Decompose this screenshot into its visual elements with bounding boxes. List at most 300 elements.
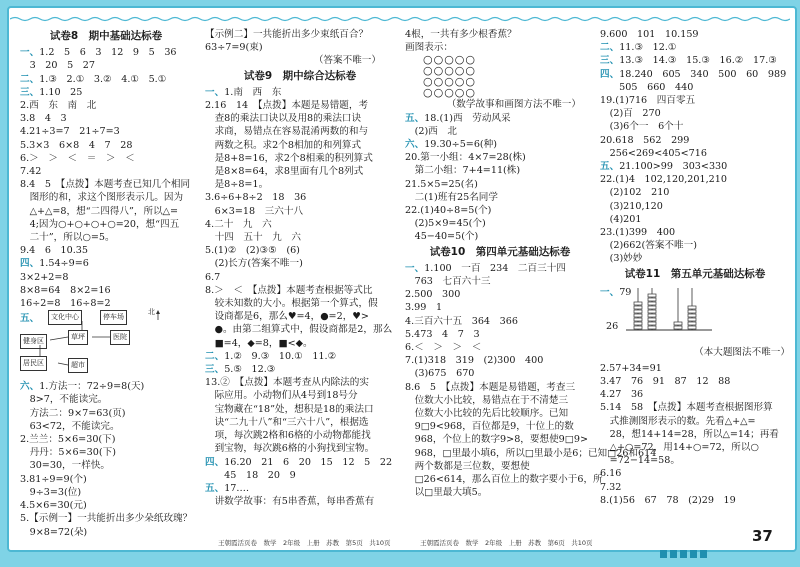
- answer-line: [600, 120, 790, 133]
- answer-text: 6.＜ ＞ ＞ ＜: [405, 342, 482, 354]
- answer-text: 求商，易错点在容易混淆两数的和与: [205, 126, 369, 138]
- answer-line: [20, 231, 192, 244]
- answer-text: 968，个位上的数字9>8，要想使9□9>: [405, 434, 588, 446]
- answer-line: [405, 204, 595, 217]
- answer-line: [20, 446, 192, 459]
- answer-line: [600, 454, 790, 467]
- answer-text: (2)102 210: [600, 187, 670, 199]
- answer-line: [405, 151, 595, 164]
- answer-text: 5.【示例一】一共能折出多少朵纸玫瑰？: [20, 513, 193, 525]
- answer-text: (3)210,120: [600, 200, 663, 212]
- answer-line: [20, 46, 192, 59]
- answer-line: [20, 459, 192, 472]
- answer-line: [405, 301, 595, 314]
- answer-line: [20, 99, 192, 112]
- answer-line: [600, 239, 790, 252]
- answer-line: [20, 152, 192, 165]
- answer-text: 3×2+2=8: [20, 271, 69, 283]
- answer-text: 6.7: [205, 271, 221, 283]
- answer-text: 宝物藏在“18”处，想积是18的乘法口: [205, 403, 374, 415]
- answer-text: 4根，一共有多少根香蕉？: [405, 29, 517, 40]
- page-number: 37: [752, 527, 773, 545]
- answer-line: [600, 200, 790, 213]
- answer-line: [600, 401, 790, 414]
- answer-list: [20, 46, 192, 310]
- answer-text: 13.② 【点拨】本题考查从内除法的实: [205, 377, 369, 389]
- answer-text: 63÷7=9(束): [205, 42, 263, 54]
- answer-line: [600, 467, 790, 480]
- answer-text: 4;因为○+○+○+○=20，想“四五: [20, 218, 180, 230]
- answer-line: [600, 81, 790, 94]
- answer-text: 位数大小比较，易错点在于不清楚三: [405, 394, 569, 406]
- answer-line: [405, 328, 595, 341]
- column-1: [20, 28, 192, 539]
- answer-line: [405, 138, 595, 151]
- diagram-box-residential: 居民区: [20, 356, 47, 371]
- answer-text: 【示例二】一共能折出多少束纸百合？: [205, 29, 369, 40]
- answer-text: (3)6个一 6个十: [600, 121, 684, 133]
- answer-line: [20, 297, 192, 310]
- answer-line: [205, 244, 395, 257]
- answer-text: 63<72，不能读完。: [20, 420, 120, 432]
- answer-line: [600, 388, 790, 401]
- answer-text: (4)201: [600, 213, 642, 225]
- answer-line: [600, 68, 790, 81]
- answer-text: 9÷3=3(位): [20, 486, 82, 498]
- answer-text: 4.21÷3=7 21÷7=3: [20, 126, 120, 138]
- answer-text: ●。由第二组算式中，假设商都是2，那么: [205, 324, 393, 336]
- section-number: 五、: [205, 482, 225, 494]
- answer-line: [600, 213, 790, 226]
- answer-line: [205, 257, 395, 270]
- answer-text: (2)5×9=45(个): [405, 218, 486, 230]
- answer-line: [405, 217, 595, 230]
- answer-text: 式推测图形表示的数。先看△+△=: [600, 415, 756, 427]
- answer-text: 763 七百六十三: [405, 276, 491, 288]
- answer-list-top: [405, 28, 595, 54]
- answer-line: [405, 262, 595, 275]
- answer-text: 方法二：9×7=63(页): [20, 407, 126, 419]
- answer-text: 5.(1)② (2)③⑤ (6): [205, 245, 300, 257]
- section-number: 三、: [205, 364, 225, 376]
- answer-line: [205, 389, 395, 402]
- section-number: 四、: [600, 68, 620, 80]
- answer-line: [20, 473, 192, 486]
- answer-line: [205, 442, 395, 455]
- answer-text: 第二小组：7+4=11(株): [405, 165, 521, 177]
- answer-text: (2)长方(答案不唯一): [205, 258, 303, 270]
- answer-text: 17.…: [224, 482, 250, 494]
- answer-text: 256<269<405<716: [600, 147, 707, 159]
- answer-line: [405, 354, 595, 367]
- answer-line: [600, 134, 790, 147]
- answer-line: [405, 315, 595, 328]
- answer-line: [405, 367, 595, 380]
- answer-text: 5.3×3 6×8 4 7 28: [20, 139, 133, 151]
- answer-line: [20, 112, 192, 125]
- answer-line: [600, 107, 790, 120]
- answer-text: 3 20 5 27: [20, 60, 95, 72]
- diagram-lines: [20, 310, 180, 380]
- answer-text: 505 660 440: [600, 81, 694, 93]
- answer-line: [205, 495, 395, 508]
- answer-text: 20.618 562 299: [600, 134, 690, 146]
- answer-line: [205, 271, 395, 284]
- answer-line: [205, 337, 395, 350]
- answer-line: [205, 416, 395, 429]
- answer-line: [405, 341, 595, 354]
- answer-line: [20, 73, 192, 86]
- diagram-box-hospital: 医院: [110, 330, 130, 345]
- answer-text: 3.6÷6+8÷2 18 36: [205, 192, 307, 204]
- answer-line: [20, 139, 192, 152]
- answer-text: 7.32: [600, 481, 622, 493]
- answer-text: 13.③ 14.③ 15.③ 16.② 17.③: [619, 55, 777, 67]
- answer-line: [405, 394, 595, 407]
- answer-text: 2.16 14 【点拨】本题是易错题，考: [205, 100, 369, 112]
- answer-line: [600, 428, 790, 441]
- answer-text: 图形的和，求这个图形表示几。因为: [20, 192, 184, 204]
- north-label: 北: [148, 308, 155, 317]
- answer-line: [205, 41, 395, 54]
- answer-text: 1.③ 2.① 3.② 4.① 5.①: [39, 73, 167, 85]
- answer-text: 1.54÷9=6: [39, 258, 89, 270]
- answer-line: [405, 447, 657, 460]
- answer-line: [205, 469, 395, 482]
- circle-row: ○○○○○: [423, 53, 476, 67]
- answer-line: [600, 481, 790, 494]
- section-number: 一、: [405, 262, 425, 274]
- answer-text: 968，□里最小填6，所以□里最小是6；已知□26和614: [405, 447, 657, 459]
- answer-text: 45 18 20 9: [205, 469, 296, 481]
- answer-line: [20, 86, 192, 99]
- circle-row: ○○○○○: [423, 75, 476, 89]
- answer-text: 2.500 300: [405, 289, 461, 301]
- answer-line: [600, 362, 790, 375]
- answer-text: 较未知数的大小。根据第一个算式，假: [205, 298, 378, 310]
- route-diagram: [20, 310, 192, 380]
- answer-line: [205, 191, 395, 204]
- answer-line: [205, 152, 395, 165]
- footer-page-6: 王朝霞活页卷 数学 2年级 上册 苏教 第6页 共10页: [420, 539, 593, 547]
- answer-line: [20, 380, 192, 393]
- answer-text: 3.47 76 91 87 12 88: [600, 376, 731, 388]
- answer-line: [205, 284, 395, 297]
- top-wave-border: [10, 16, 790, 22]
- answer-line: [20, 486, 192, 499]
- answer-text: 是8×8=64，求8里面有几个8列式: [205, 166, 364, 178]
- section-number: 三、: [600, 55, 620, 67]
- answer-text: 8×8=64 8×2=16: [20, 284, 111, 296]
- answer-line: [205, 429, 395, 442]
- answer-text: (3)675 670: [405, 368, 475, 380]
- answer-text: 5.⑤ 12.③: [224, 364, 276, 376]
- answer-text: (2)百 270: [600, 108, 661, 120]
- answer-line: [405, 486, 595, 499]
- answer-line: [600, 28, 790, 41]
- section-number: 一、: [20, 47, 40, 59]
- answer-line: [405, 460, 595, 473]
- answer-list-mid: [405, 98, 595, 243]
- section-number: 三、: [20, 86, 40, 98]
- answer-list: [205, 86, 395, 509]
- answer-line: [20, 257, 192, 270]
- answer-text: 5.14 58 【点拨】本题考查根据图形算: [600, 402, 773, 414]
- abacus-label-1: 一、79: [600, 286, 632, 298]
- answer-text: 3.8 4 3: [20, 113, 67, 125]
- answer-text: 30=30，一样快。: [20, 460, 111, 472]
- answer-line: [405, 191, 595, 204]
- answer-line: [20, 512, 192, 525]
- answer-line: [600, 160, 790, 173]
- answer-line: [205, 99, 395, 112]
- answer-line: [600, 375, 790, 388]
- answer-line: [20, 205, 192, 218]
- answer-line: [405, 178, 595, 191]
- answer-line: [405, 164, 595, 177]
- answer-line: [20, 499, 192, 512]
- answer-line: [405, 275, 595, 288]
- answer-text: 6.16: [600, 468, 622, 480]
- answer-line: [205, 205, 395, 218]
- answer-text: 3.99 1: [405, 302, 443, 314]
- answer-text: 9.4 6 10.35: [20, 245, 89, 257]
- answer-text: 28，想14+14=28，所以△=14；再看: [600, 428, 779, 440]
- answer-text: 8.(1)56 67 78 (2)29 19: [600, 494, 736, 506]
- answer-line: [205, 403, 395, 416]
- answer-text: 5.473 4 7 3: [405, 328, 480, 340]
- answer-text: 18.240 605 340 500 60 989: [619, 68, 787, 80]
- answer-text: 4.三百六十五 364 366: [405, 315, 518, 327]
- answer-text: 1.100 一百 234 二百三十四: [424, 262, 566, 274]
- answer-text: 9□9<968，百位都是9，十位上的数: [405, 421, 574, 433]
- answer-text: 16÷2=8 16÷8=2: [20, 298, 111, 310]
- answer-text: △+○=72，用14+○=72，所以○: [600, 442, 759, 454]
- answer-text: 诀“二九十八”和“三六十八”，根据选: [205, 416, 369, 428]
- answer-text: 4.5×6=30(元): [20, 500, 87, 512]
- circle-row: ○○○○○: [423, 64, 476, 78]
- answer-line: [205, 456, 395, 469]
- answer-text: 9×8=72(朵): [20, 526, 88, 538]
- answer-text: (2)662(答案不唯一): [600, 240, 697, 252]
- answer-text: 6×3=18 三六十八: [205, 205, 304, 217]
- section-number: 二、: [20, 73, 40, 85]
- answer-text: 2.兰兰：5×6=30(下): [20, 434, 116, 446]
- section-label: 五、: [20, 313, 40, 325]
- section-number: 四、: [205, 456, 225, 468]
- footer-color-bars: [660, 543, 710, 551]
- answer-text: 7.(1)318 319 (2)300 400: [405, 355, 544, 367]
- answer-line: [405, 288, 595, 301]
- answer-text: 两个数都是三位数，要想使: [405, 460, 530, 472]
- answer-text: 18.(1)西 劳动风采: [424, 112, 511, 124]
- answer-line: [205, 350, 395, 363]
- answer-text: 查8的乘法口诀以及用8的乘法口诀: [205, 113, 362, 125]
- answer-line: [20, 59, 192, 72]
- abacus-note: （本大题图法不唯一）: [694, 346, 790, 358]
- answer-text: 21.100>99 303<330: [619, 161, 728, 173]
- answer-list-top: [205, 28, 395, 68]
- section-number: 五、: [600, 161, 620, 173]
- answer-line: [600, 186, 790, 199]
- abacus-label-2: 26: [606, 320, 619, 332]
- answer-line: [205, 28, 395, 41]
- column-2: [205, 28, 395, 508]
- answer-line: [20, 526, 192, 539]
- answer-text: 23.(1)399 400: [600, 227, 676, 239]
- answer-line: [205, 310, 395, 323]
- answer-text: 19.(1)716 四百零五: [600, 95, 696, 107]
- answer-text: （数学故事和画图方法不唯一）: [446, 99, 581, 111]
- answer-text: 4.27 36: [600, 389, 644, 401]
- section-number: 五、: [405, 112, 425, 124]
- answer-list-2: [20, 380, 192, 538]
- diagram-box-fitness: 健身区: [20, 334, 47, 349]
- exam-title-9: 试卷9 期中综合达标卷: [243, 69, 357, 82]
- answer-line: [405, 112, 595, 125]
- answer-list-top: [600, 28, 790, 266]
- answer-text: 到宝物，每次跳6格的小狗找到宝物。: [205, 443, 375, 455]
- answer-text: 1.南 西 东: [224, 86, 282, 98]
- section-number: 四、: [20, 258, 40, 270]
- answer-line: [405, 28, 595, 41]
- answer-line: [405, 125, 595, 138]
- section-number: 二、: [600, 42, 620, 54]
- answer-text: 45−40=5(个): [405, 231, 479, 243]
- section-number: 一、: [205, 86, 225, 98]
- answer-line: [405, 98, 595, 111]
- footer-page-5: 王朝霞活页卷 数学 2年级 上册 苏教 第5页 共10页: [218, 539, 391, 547]
- answer-text: △+△=8，想“二四得八”，所以△=: [20, 205, 179, 217]
- answer-line: [205, 86, 395, 99]
- answer-line: [20, 191, 192, 204]
- answer-text: 21.5×5=25(名): [405, 178, 478, 190]
- answer-text: 画图表示：: [405, 42, 453, 54]
- abacus-drawing: [626, 284, 716, 342]
- answer-text: ■=4，◆=8，■<◆。: [205, 337, 313, 349]
- answer-text: 8.＞ ＜ 【点拨】本题考查根据等式比: [205, 284, 373, 296]
- section-number: 六、: [405, 139, 425, 151]
- answer-text: 2.57+34=91: [600, 362, 662, 374]
- answer-line: [20, 420, 192, 433]
- answer-line: [600, 226, 790, 239]
- abacus-section: [600, 284, 790, 362]
- diagram-box-parking: 停车场: [100, 310, 127, 325]
- answer-line: [205, 482, 395, 495]
- diagram-box-supermarket: 超市: [68, 358, 88, 373]
- answer-text: 8.4 5 【点拨】本题考查已知几个相同: [20, 179, 191, 191]
- answer-text: 3.81÷9=9(个): [20, 473, 87, 485]
- answer-line: [20, 165, 192, 178]
- answer-list: [600, 362, 790, 507]
- answer-line: [20, 433, 192, 446]
- answer-text: 是8+8=16，求2个8相乘的积列算式: [205, 152, 373, 164]
- answer-text: 两数之积。求2个8相加的和列算式: [205, 139, 362, 151]
- exam-title-10: 试卷10 第四单元基础达标卷: [429, 245, 571, 258]
- answer-text: 16.20 21 6 20 15 12 5 22: [224, 456, 393, 468]
- exam-title-11: 试卷11 第五单元基础达标卷: [624, 267, 766, 280]
- answer-line: [205, 54, 395, 67]
- section-number: 六、: [20, 381, 40, 393]
- answer-text: 22.(1)4 102,120,201,210: [600, 174, 727, 186]
- answer-line: [20, 218, 192, 231]
- answer-text: 二十”，所以○=5。: [20, 232, 115, 244]
- answer-line: [20, 178, 192, 191]
- answer-text: 十四 五十 九 六: [205, 232, 301, 244]
- section-number: 二、: [205, 350, 225, 362]
- answer-text: 2.西 东 南 北: [20, 100, 97, 112]
- answer-line: [405, 433, 595, 446]
- answer-line: [205, 297, 395, 310]
- answer-text: 丹丹：5×6=30(下): [20, 447, 116, 459]
- answer-text: 项，每次跳2格和6格的小动物都能找: [205, 430, 371, 442]
- column-4: [600, 28, 790, 507]
- answer-text: 讲数学故事：有5串香蕉，每串香蕉有: [205, 496, 375, 508]
- answer-line: [405, 407, 595, 420]
- diagram-box-culture-center: 文化中心: [48, 310, 82, 325]
- answer-line: [405, 381, 595, 394]
- answer-line: [600, 41, 790, 54]
- answer-line: [205, 323, 395, 336]
- answer-line: [600, 252, 790, 265]
- answer-text: 以□里最大填5。: [405, 487, 488, 499]
- answer-text: 6.＞ ＞ ＜ ＝ ＞ ＜: [20, 152, 135, 164]
- answer-line: [205, 165, 395, 178]
- answer-text: 9.600 101 10.159: [600, 29, 699, 40]
- answer-text: 1.② 9.③ 10.① 11.②: [224, 350, 337, 362]
- answer-text: 11.③ 12.①: [619, 42, 677, 54]
- answer-text: (3)妙妙: [600, 253, 643, 265]
- answer-text: 8>7，不能读完。: [20, 394, 108, 406]
- answer-text: 4.二十 九 六: [205, 218, 272, 230]
- answer-line: [205, 125, 395, 138]
- answer-line: [20, 125, 192, 138]
- answer-text: （答案不唯一）: [313, 55, 381, 67]
- answer-text: 20.第一小组：4×7=28(株): [405, 152, 526, 164]
- exam-title-8: 试卷8 期中基础达标卷: [49, 30, 163, 42]
- answer-text: 位数大小比较的先后比较顺序。已知: [405, 408, 569, 420]
- answer-line: [205, 112, 395, 125]
- answer-text: 1.方法一：72÷9=8(天): [39, 381, 145, 393]
- answer-line: [405, 230, 595, 243]
- answer-line: [405, 420, 595, 433]
- answer-line: [20, 407, 192, 420]
- answer-line: [600, 147, 790, 160]
- answer-text: 设商都是6，那么♥=4，●=2，♥>: [205, 311, 369, 323]
- answer-text: 二(1)班有25名同学: [405, 191, 498, 203]
- answer-line: [405, 473, 603, 486]
- answer-line: [205, 178, 395, 191]
- answer-line: [20, 284, 192, 297]
- circle-row: ○○○○○: [423, 86, 476, 100]
- answer-text: 1.10 25: [39, 86, 83, 98]
- answer-line: [205, 376, 395, 389]
- answer-line: [20, 244, 192, 257]
- diagram-box-lawn: 草坪: [68, 330, 88, 345]
- answer-line: [600, 494, 790, 507]
- answer-line: [205, 363, 395, 376]
- answer-text: 1.2 5 6 3 12 9 5 36: [39, 47, 177, 59]
- answer-line: [600, 94, 790, 107]
- answer-text: 7.42: [20, 166, 42, 178]
- answer-text: 19.30÷5=6(种): [424, 139, 498, 151]
- answer-text: 是8÷8=1。: [205, 179, 269, 191]
- answer-line: [205, 231, 395, 244]
- answer-line: [20, 271, 192, 284]
- answer-text: 22.(1)40÷8=5(个): [405, 205, 492, 217]
- answer-text: (2)西 北: [405, 125, 457, 137]
- answer-text: =72−14=58。: [600, 455, 680, 467]
